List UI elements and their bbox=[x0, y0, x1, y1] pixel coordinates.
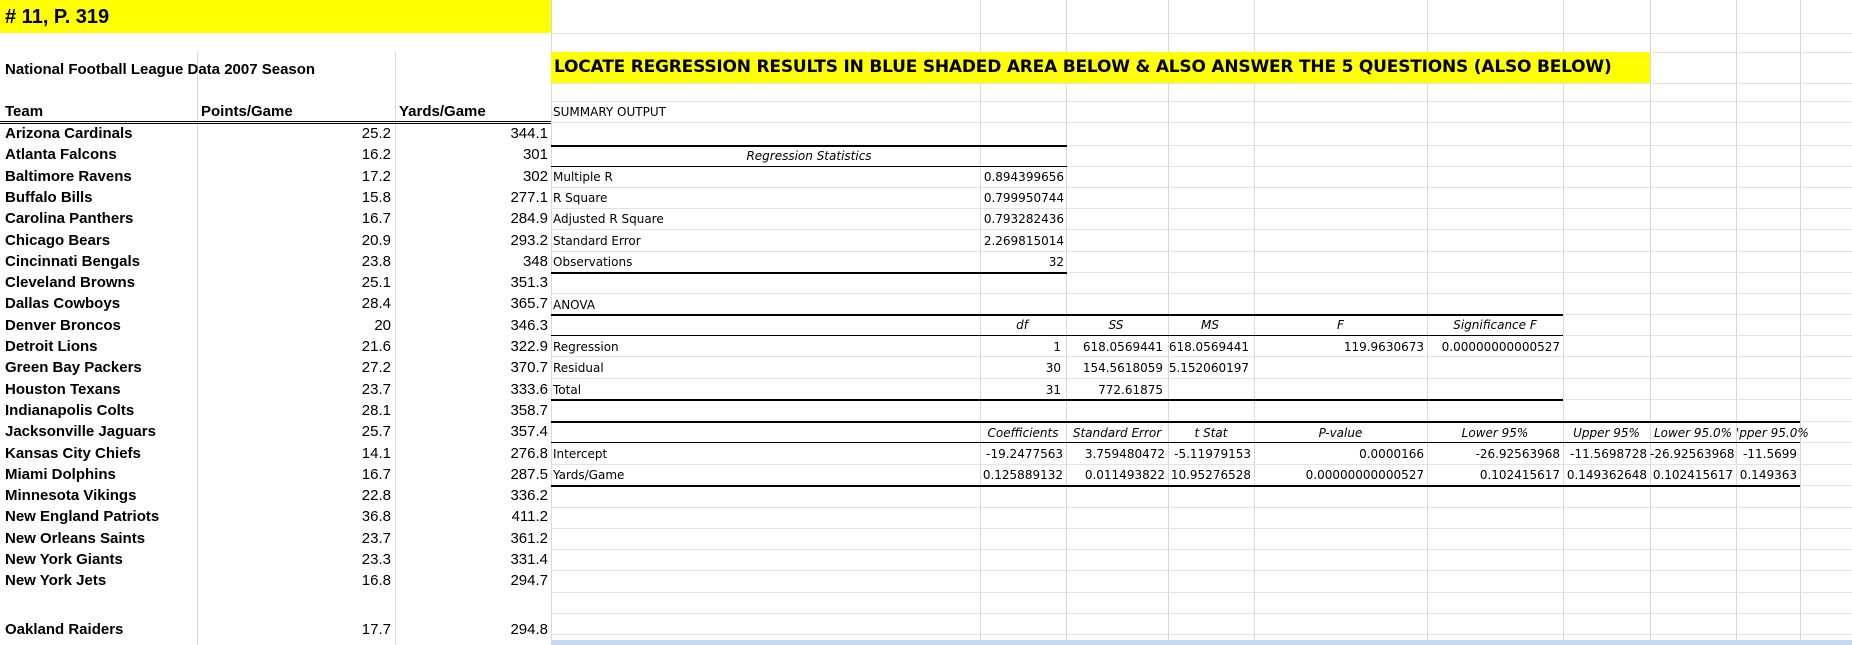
regstat-value: 0.799950744 bbox=[983, 191, 1064, 206]
yards-cell[interactable]: 277.1 bbox=[510, 188, 548, 206]
coef-value-cell: 0.011493822 bbox=[1084, 468, 1165, 483]
points-cell[interactable]: 16.2 bbox=[361, 146, 391, 164]
coef-row-label: Intercept bbox=[553, 447, 608, 461]
coef-value-cell: 10.95276528 bbox=[1170, 468, 1251, 483]
header-points: Points/Game bbox=[201, 103, 293, 120]
team-cell[interactable]: New England Patriots bbox=[5, 508, 160, 526]
regstat-label: Standard Error bbox=[553, 233, 641, 248]
team-cell[interactable]: Detroit Lions bbox=[5, 338, 98, 355]
team-cell[interactable]: New York Giants bbox=[5, 551, 123, 568]
points-cell[interactable]: 17.2 bbox=[361, 167, 391, 185]
anova-ss-cell: 772.61875 bbox=[1098, 382, 1163, 397]
instruction-banner: LOCATE REGRESSION RESULTS IN BLUE SHADED AREA BELOW & ALSO ANSWER THE 5 QUESTIONS (ALSO BELOW) bbox=[554, 57, 1612, 77]
points-cell[interactable]: 36.8 bbox=[361, 508, 391, 526]
team-cell[interactable]: Indianapolis Colts bbox=[5, 401, 135, 419]
anova-row-label: Regression bbox=[553, 340, 619, 354]
points-cell[interactable]: 17.7 bbox=[361, 621, 391, 638]
anova-ss-cell: 618.0569441 bbox=[1082, 340, 1163, 354]
coef-value-cell: 0.149362648 bbox=[1566, 468, 1647, 483]
regstats-title: Regression Statistics bbox=[746, 149, 872, 163]
team-cell[interactable]: Green Bay Packers bbox=[5, 359, 142, 377]
regstat-label: Multiple R bbox=[553, 170, 613, 184]
anova-df-cell: 30 bbox=[1045, 361, 1061, 376]
points-cell[interactable]: 25.2 bbox=[361, 125, 391, 142]
points-cell[interactable]: 15.8 bbox=[361, 188, 391, 206]
coef-header: Upper 95% bbox=[1573, 426, 1640, 440]
summary-output-label: SUMMARY OUTPUT bbox=[553, 105, 666, 119]
coef-value-cell: -19.2477563 bbox=[986, 447, 1063, 461]
yards-cell[interactable]: 370.7 bbox=[510, 359, 548, 377]
anova-f-cell: 119.9630673 bbox=[1343, 340, 1424, 354]
anova-df-cell: 1 bbox=[1053, 340, 1061, 354]
points-cell[interactable]: 16.8 bbox=[361, 572, 391, 590]
team-cell[interactable]: Baltimore Ravens bbox=[5, 167, 132, 185]
coef-value-cell: -26.92563968 bbox=[1650, 447, 1735, 461]
regstat-value: 2.269815014 bbox=[983, 233, 1064, 248]
team-cell[interactable]: Denver Broncos bbox=[5, 316, 121, 334]
anova-df-cell: 31 bbox=[1045, 382, 1061, 397]
team-cell[interactable]: Atlanta Falcons bbox=[5, 146, 117, 164]
team-cell[interactable]: Miami Dolphins bbox=[5, 465, 116, 483]
coef-header: Lower 95% bbox=[1461, 426, 1529, 440]
anova-label: ANOVA bbox=[553, 298, 596, 312]
yards-cell[interactable]: 357.4 bbox=[510, 423, 548, 441]
header-team: Team bbox=[5, 103, 44, 120]
team-cell[interactable]: Jacksonville Jaguars bbox=[5, 423, 156, 441]
yards-cell[interactable]: 348 bbox=[522, 252, 548, 270]
points-cell[interactable]: 23.8 bbox=[361, 252, 391, 270]
team-cell[interactable]: Minnesota Vikings bbox=[5, 487, 137, 505]
points-cell[interactable]: 22.8 bbox=[361, 487, 391, 505]
coef-value-cell: -11.5698728 bbox=[1570, 447, 1647, 461]
anova-row-label: Residual bbox=[553, 361, 604, 376]
regstat-label: R Square bbox=[553, 191, 608, 206]
team-cell[interactable]: New Orleans Saints bbox=[5, 529, 146, 547]
coef-header: t Stat bbox=[1194, 426, 1228, 440]
points-cell[interactable]: 14.1 bbox=[361, 444, 391, 462]
coef-value-cell: 0.102415617 bbox=[1479, 468, 1560, 483]
coef-header: Standard Error bbox=[1072, 426, 1162, 440]
yards-cell[interactable]: 331.4 bbox=[510, 551, 548, 568]
yards-cell[interactable]: 333.6 bbox=[510, 380, 548, 398]
points-cell[interactable]: 23.7 bbox=[361, 529, 391, 547]
coef-header: 'pper 95.0% bbox=[1736, 426, 1809, 440]
yards-cell[interactable]: 365.7 bbox=[510, 295, 548, 313]
yards-cell[interactable]: 276.8 bbox=[510, 444, 548, 462]
yards-cell[interactable]: 302 bbox=[522, 167, 548, 185]
team-cell[interactable]: Buffalo Bills bbox=[5, 188, 93, 206]
coef-value-cell: 0.0000166 bbox=[1359, 447, 1424, 461]
points-cell[interactable]: 20.9 bbox=[361, 231, 391, 249]
team-cell[interactable]: Houston Texans bbox=[5, 380, 121, 398]
yards-cell[interactable]: 336.2 bbox=[510, 487, 548, 505]
coef-header: Lower 95.0% bbox=[1653, 426, 1733, 440]
yards-cell[interactable]: 287.5 bbox=[510, 465, 548, 483]
team-cell[interactable]: Cincinnati Bengals bbox=[5, 252, 141, 270]
anova-sig-cell: 0.00000000000527 bbox=[1441, 340, 1560, 354]
regstat-value: 0.894399656 bbox=[983, 170, 1064, 184]
yards-cell[interactable]: 411.2 bbox=[511, 508, 548, 526]
team-cell[interactable]: Cleveland Browns bbox=[5, 274, 136, 292]
coef-header: P-value bbox=[1318, 426, 1363, 440]
points-cell[interactable]: 28.1 bbox=[361, 401, 391, 419]
yards-cell[interactable]: 294.7 bbox=[510, 572, 548, 590]
coef-value-cell: 0.00000000000527 bbox=[1305, 468, 1424, 483]
yards-cell[interactable]: 294.8 bbox=[510, 621, 548, 638]
sheet-title: # 11, P. 319 bbox=[5, 6, 110, 28]
points-cell[interactable]: 16.7 bbox=[361, 465, 391, 483]
points-cell[interactable]: 20 bbox=[374, 316, 391, 334]
coef-value-cell: 3.759480472 bbox=[1084, 447, 1165, 461]
yards-cell[interactable]: 346.3 bbox=[510, 316, 548, 334]
coef-value-cell: 0.149363 bbox=[1739, 468, 1797, 483]
yards-cell[interactable]: 322.9 bbox=[510, 338, 548, 355]
shaded-area-edge bbox=[551, 640, 1852, 645]
anova-header: Significance F bbox=[1453, 318, 1537, 332]
regstat-label: Adjusted R Square bbox=[553, 212, 664, 227]
anova-ms-cell: 618.0569441 bbox=[1168, 340, 1249, 354]
regstat-label: Observations bbox=[553, 254, 633, 269]
anova-header: df bbox=[1016, 318, 1028, 332]
anova-header: F bbox=[1337, 318, 1344, 332]
anova-ms-cell: 5.152060197 bbox=[1168, 361, 1249, 376]
coef-value-cell: -11.5699 bbox=[1743, 447, 1797, 461]
yards-cell[interactable]: 293.2 bbox=[510, 231, 548, 249]
points-cell[interactable]: 27.2 bbox=[361, 359, 391, 377]
anova-header: SS bbox=[1108, 318, 1124, 332]
points-cell[interactable]: 25.1 bbox=[361, 274, 391, 292]
coef-header: Coefficients bbox=[987, 426, 1059, 440]
points-cell[interactable]: 16.7 bbox=[361, 210, 391, 228]
anova-header: MS bbox=[1201, 318, 1219, 332]
regstat-value: 0.793282436 bbox=[983, 212, 1064, 227]
coef-value-cell: 0.102415617 bbox=[1652, 468, 1733, 483]
coef-value-cell: 0.125889132 bbox=[982, 468, 1063, 483]
anova-ss-cell: 154.5618059 bbox=[1082, 361, 1163, 376]
yards-cell[interactable]: 358.7 bbox=[510, 401, 548, 419]
yards-cell[interactable]: 361.2 bbox=[510, 529, 548, 547]
coef-value-cell: -5.11979153 bbox=[1174, 447, 1251, 461]
points-cell[interactable]: 25.7 bbox=[361, 423, 391, 441]
team-cell[interactable]: Chicago Bears bbox=[5, 231, 111, 249]
points-cell[interactable]: 21.6 bbox=[361, 338, 391, 355]
points-cell[interactable]: 23.3 bbox=[361, 551, 391, 568]
dataset-title: National Football League Data 2007 Season bbox=[5, 61, 316, 78]
anova-row-label: Total bbox=[553, 382, 582, 397]
team-cell[interactable]: New York Jets bbox=[5, 572, 107, 590]
yards-cell[interactable]: 351.3 bbox=[510, 274, 548, 292]
team-cell[interactable]: Oakland Raiders bbox=[5, 621, 124, 638]
coef-value-cell: -26.92563968 bbox=[1475, 447, 1560, 461]
team-cell[interactable]: Carolina Panthers bbox=[5, 210, 134, 228]
team-cell[interactable]: Arizona Cardinals bbox=[5, 125, 133, 142]
points-cell[interactable]: 23.7 bbox=[361, 380, 391, 398]
header-yards: Yards/Game bbox=[399, 103, 486, 120]
coef-row-label: Yards/Game bbox=[553, 468, 625, 483]
yards-cell[interactable]: 344.1 bbox=[510, 125, 548, 142]
yards-cell[interactable]: 284.9 bbox=[510, 210, 548, 228]
yards-cell[interactable]: 301 bbox=[522, 146, 548, 164]
team-cell[interactable]: Dallas Cowboys bbox=[5, 295, 121, 313]
team-cell[interactable]: Kansas City Chiefs bbox=[5, 444, 141, 462]
points-cell[interactable]: 28.4 bbox=[361, 295, 391, 313]
regstat-value: 32 bbox=[1048, 254, 1064, 269]
